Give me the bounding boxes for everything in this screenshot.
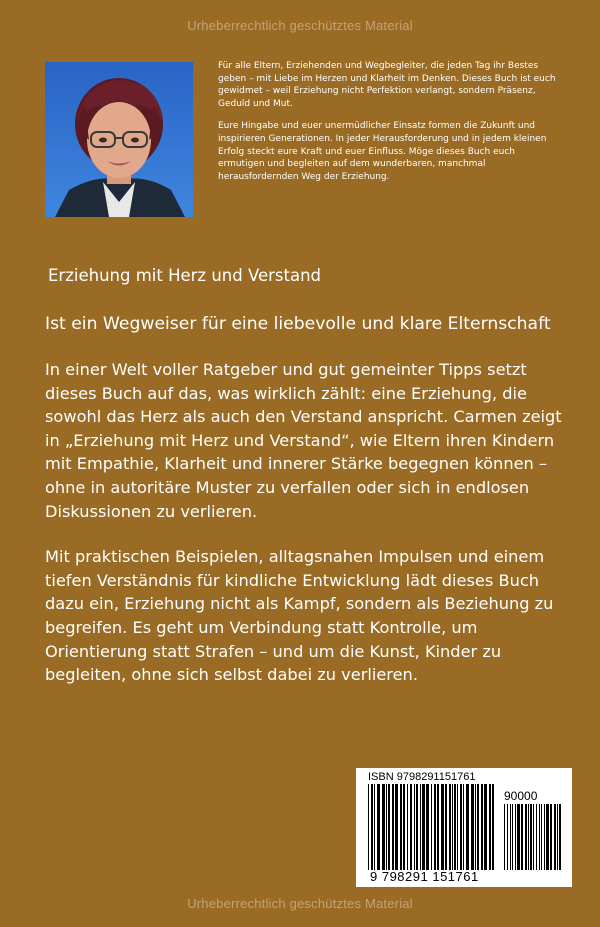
barcode-bar — [460, 784, 462, 870]
price-code: 90000 — [504, 789, 538, 803]
barcode-bar — [489, 784, 491, 870]
barcode-bar — [492, 784, 494, 870]
barcode-bar — [484, 784, 487, 870]
barcode-bar — [392, 784, 394, 870]
barcode-bar — [371, 784, 373, 870]
barcode-bar — [400, 784, 402, 870]
watermark-bottom: Urheberrechtlich geschütztes Material — [187, 896, 413, 911]
author-portrait-image — [45, 62, 193, 217]
barcode-bar — [422, 784, 425, 870]
barcode-price-bars — [504, 804, 562, 870]
barcode-bar — [525, 804, 527, 870]
barcode-bar — [382, 784, 385, 870]
watermark-top: Urheberrechtlich geschütztes Material — [187, 18, 413, 33]
barcode-bar — [541, 804, 542, 870]
barcode-bar — [416, 784, 418, 870]
barcode-bar — [466, 784, 469, 870]
barcode-bar — [515, 804, 516, 870]
barcode-bar — [377, 784, 380, 870]
barcode-bar — [407, 784, 408, 870]
barcode-bar — [517, 804, 520, 870]
barcode-bar — [530, 804, 532, 870]
barcode-bar — [539, 804, 540, 870]
barcode-bar — [550, 804, 552, 870]
barcode-bar — [533, 804, 534, 870]
isbn-label: ISBN 9798291151761 — [368, 771, 476, 783]
barcode-bar — [386, 784, 387, 870]
barcode-bar — [544, 804, 545, 870]
description-paragraph-1: In einer Welt voller Ratgeber und gut gemeinter Tipps setzt dieses Buch auf das, was wirklich zählt: eine Erziehung, die sowohl das Herz als auch den Verstand anspricht. Carmen zeigt in „Erziehung mit Herz und Verstand“, wie Eltern ihren Kindern mit Empathie, Klarheit und innerer Stärke begegnen können – ohne in autoritäre Muster zu verfallen oder sich in endlosen Diskussionen zu verlieren. — [45, 360, 562, 521]
barcode-bar — [403, 784, 405, 870]
barcode-bar — [521, 804, 523, 870]
barcode-digits: 9 798291 151761 — [370, 869, 479, 884]
barcode-bar — [420, 784, 421, 870]
barcode-bar — [426, 784, 429, 870]
dedication-text — [218, 60, 563, 193]
barcode-bar — [510, 804, 511, 870]
barcode-bar — [431, 784, 432, 870]
barcode-bar — [410, 784, 412, 870]
barcode-bar — [374, 784, 375, 870]
barcode-bar — [434, 784, 436, 870]
dedication-paragraph-1: Für alle Eltern, Erziehenden und Wegbegleiter, die jeden Tag ihr Bestes geben – mit Liebe im Herzen und Klarheit im Denken. Dieses Buch ist euch gewidmet – weil Erziehung nicht Perfektion verlangt, sondern Präsenz, Geduld und Mut. — [218, 61, 556, 109]
barcode-bar — [395, 784, 398, 870]
barcode-main-bars — [368, 784, 496, 870]
barcode-bar — [457, 784, 458, 870]
barcode-bar — [452, 784, 453, 870]
barcode-bar — [481, 784, 483, 870]
barcode-bar — [475, 784, 476, 870]
barcode-bar — [557, 804, 558, 870]
book-lead: Ist ein Wegweiser für eine liebevolle und klare Elternschaft — [45, 314, 551, 334]
book-description — [45, 358, 565, 709]
barcode-bar — [445, 784, 447, 870]
barcode-bar — [559, 804, 561, 870]
description-paragraph-2: Mit praktischen Beispielen, alltagsnahen Impulsen und einem tiefen Verständnis für kindliche Entwicklung lädt dieses Buch dazu ein, Erziehung nicht als Kampf, sondern als Beziehung zu begreifen. Es geht um Verbindung statt Kontrolle, um Orientierung statt Strafen – und um die Kunst, Kinder zu begleiten, ohne sich selbst dabei zu verlieren. — [45, 547, 554, 685]
barcode-bar — [368, 784, 369, 870]
barcode-bar — [554, 804, 556, 870]
barcode-bar — [437, 784, 439, 870]
isbn-barcode — [356, 768, 572, 887]
barcode-bar — [504, 804, 505, 870]
barcode-bar — [536, 804, 537, 870]
barcode-bar — [414, 784, 415, 870]
barcode-bar — [454, 784, 456, 870]
barcode-bar — [546, 804, 549, 870]
author-photo — [45, 62, 193, 217]
barcode-bar — [471, 784, 474, 870]
barcode-bar — [463, 784, 464, 870]
barcode-bar — [512, 804, 513, 870]
barcode-bar — [507, 804, 508, 870]
barcode-bar — [528, 804, 529, 870]
barcode-bar — [477, 784, 479, 870]
barcode-bar — [449, 784, 451, 870]
book-title: Erziehung mit Herz und Verstand — [48, 266, 321, 285]
barcode-bar — [441, 784, 444, 870]
barcode-bar — [388, 784, 390, 870]
dedication-paragraph-2: Eure Hingabe und euer unermüdlicher Einsatz formen die Zukunft und inspirieren Generationen. In jeder Herausforderung und in jedem kleinen Erfolg steckt eure Kraft und euer Einfluss. Möge dieses Buch euch ermutigen und begleiten auf dem wunderbaren, manchmal herausfordernden Weg der Erziehung. — [218, 121, 547, 182]
